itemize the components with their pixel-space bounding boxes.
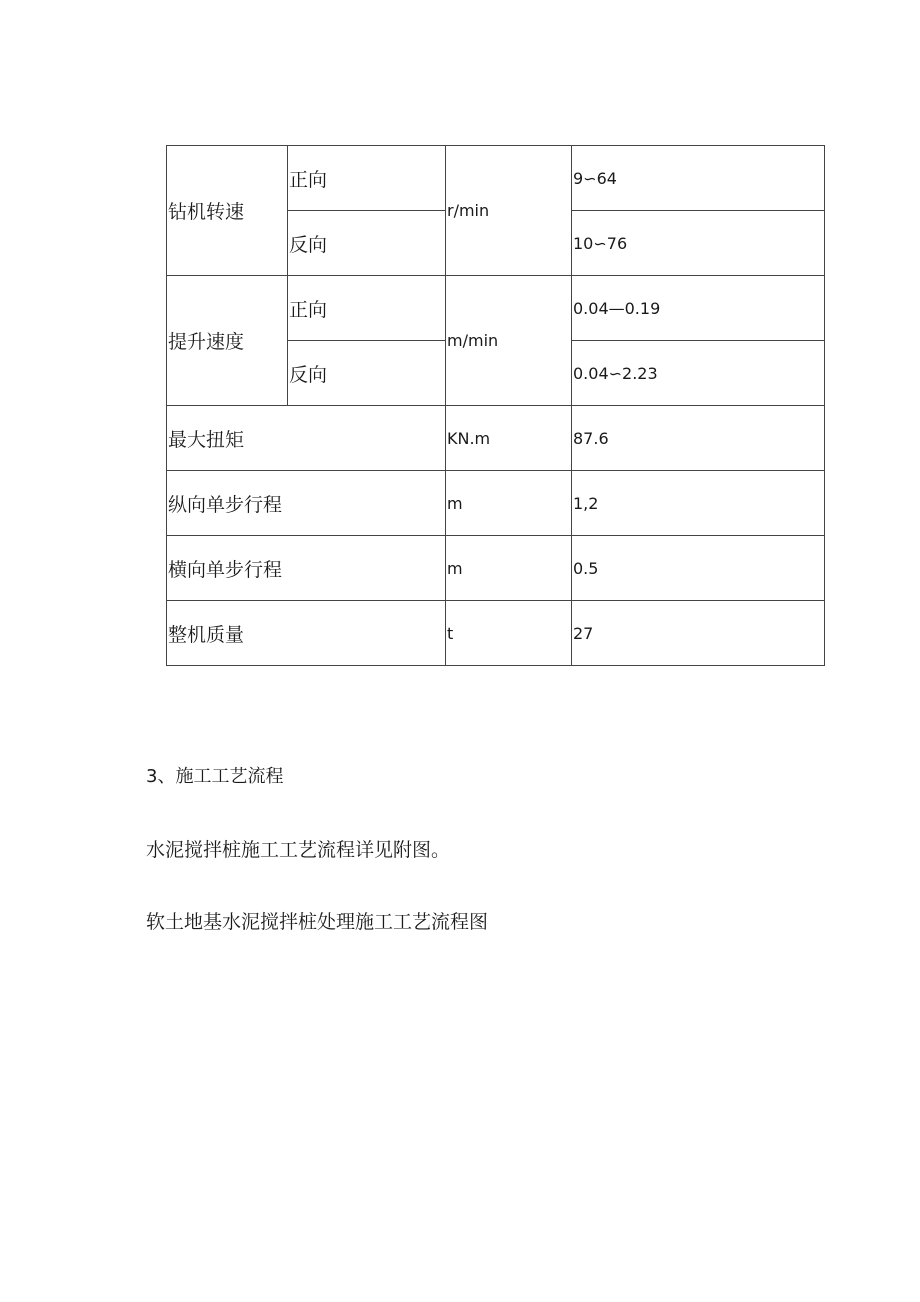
value-cell: 10∽76 <box>572 211 825 276</box>
table-row <box>167 471 825 536</box>
param-cell: 纵向单步行程 <box>167 471 446 536</box>
figure-caption: 软土地基水泥搅拌桩处理施工工艺流程图 <box>146 911 489 933</box>
table-row <box>167 146 825 211</box>
sub-cell: 反向 <box>288 211 446 276</box>
sub-cell: 反向 <box>288 341 446 406</box>
table-row <box>167 536 825 601</box>
unit-cell: m/min <box>446 276 572 406</box>
unit-cell: m <box>446 536 572 601</box>
value-cell: 87.6 <box>572 406 825 471</box>
value-cell: 27 <box>572 601 825 666</box>
sub-cell: 正向 <box>288 276 446 341</box>
value-cell: 1,2 <box>572 471 825 536</box>
spec-table <box>166 145 825 666</box>
value-cell: 9∽64 <box>572 146 825 211</box>
section-heading: 3、施工工艺流程 <box>146 766 284 787</box>
param-cell: 整机质量 <box>167 601 446 666</box>
unit-cell: KN.m <box>446 406 572 471</box>
unit-cell: m <box>446 471 572 536</box>
table-row <box>167 601 825 666</box>
sub-cell: 正向 <box>288 146 446 211</box>
unit-cell: t <box>446 601 572 666</box>
param-cell: 最大扭矩 <box>167 406 446 471</box>
value-cell: 0.04—0.19 <box>572 276 825 341</box>
table-row <box>167 406 825 471</box>
table-row <box>167 276 825 341</box>
unit-cell: r/min <box>446 146 572 276</box>
param-cell: 横向单步行程 <box>167 536 446 601</box>
param-cell: 钻机转速 <box>167 146 288 276</box>
param-cell: 提升速度 <box>167 276 288 406</box>
body-paragraph: 水泥搅拌桩施工工艺流程详见附图。 <box>146 839 451 861</box>
value-cell: 0.5 <box>572 536 825 601</box>
value-cell: 0.04∽2.23 <box>572 341 825 406</box>
